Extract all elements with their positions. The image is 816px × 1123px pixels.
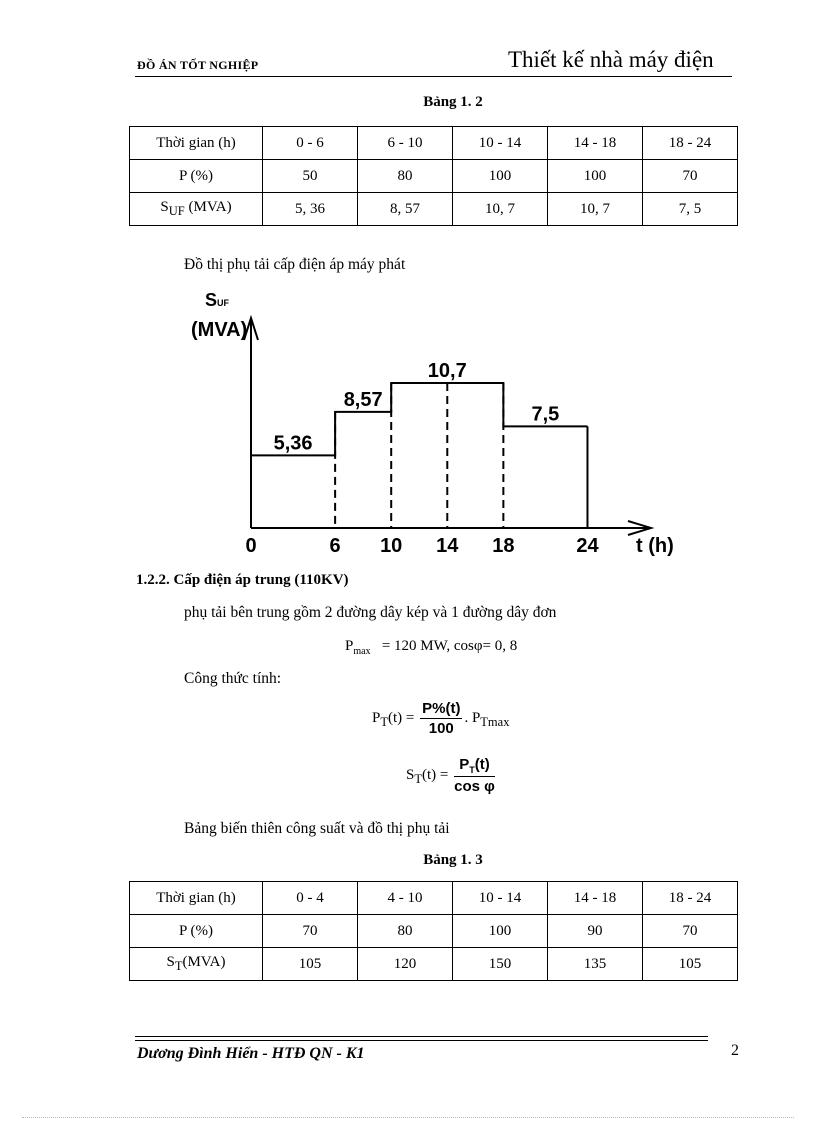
table-cell: 70 [643, 915, 738, 948]
st-denominator: cos φ [454, 778, 495, 795]
bar-value-label: 10,7 [427, 360, 467, 383]
pt-numerator: P%(t) [422, 700, 461, 717]
pmax-value: = 120 MW, cosφ= 0, 8 [381, 638, 518, 654]
table-cell: 100 [453, 915, 548, 948]
bar-value-label: 7,5 [531, 403, 560, 426]
table-cell: 135 [548, 948, 643, 981]
table-cell: 80 [358, 160, 453, 193]
header-title-left: ĐỒ ÁN TỐT NGHIỆP [137, 58, 259, 72]
chart-intro: Đồ thị phụ tải cấp điện áp máy phát [184, 256, 406, 273]
table-cell: 10, 7 [548, 193, 643, 226]
table2-caption: Bảng 1. 3 [423, 852, 483, 868]
table-cell: Thời gian (h) [130, 127, 263, 160]
table-row [130, 882, 738, 915]
x-tick-label: 18 [492, 535, 515, 557]
table-cell: 5, 36 [263, 193, 358, 226]
pt-subscript: T [380, 714, 388, 729]
st-fraction [454, 756, 495, 795]
st-num-rest: (t) [474, 756, 490, 773]
st-num-subscript: T [469, 765, 475, 775]
page-edge [22, 1117, 794, 1118]
footer-divider [135, 1036, 708, 1037]
pmax-symbol: P [345, 638, 354, 654]
table-cell: 70 [263, 915, 358, 948]
st-num-symbol: P [459, 756, 470, 773]
st-lhs: (t) = [421, 766, 449, 783]
formula-st [406, 756, 497, 795]
table-cell: 18 - 24 [643, 127, 738, 160]
footer-divider-2 [135, 1040, 708, 1041]
table-cell: 50 [263, 160, 358, 193]
table-cell: 105 [263, 948, 358, 981]
table2-intro: Bảng biến thiên công suất và đồ thị phụ tải [184, 820, 450, 837]
table-cell: 120 [358, 948, 453, 981]
s-subscript: T [174, 959, 183, 973]
table-cell: 70 [643, 160, 738, 193]
pt-fraction [420, 700, 462, 737]
table-cell: 10, 7 [453, 193, 548, 226]
s-unit: (MVA) [184, 199, 232, 215]
pmax-formula [345, 638, 517, 657]
bar-value-label: 8,57 [343, 388, 383, 411]
formula-pt [372, 700, 509, 737]
pt-rhs-subscript: Tmax [480, 714, 510, 729]
s-symbol: S [166, 954, 175, 970]
x-tick-label: 24 [576, 535, 599, 557]
header-title-right: Thiết kế nhà máy điện [508, 47, 714, 72]
table-cell: 90 [548, 915, 643, 948]
st-symbol: S [406, 766, 415, 783]
pt-lhs: (t) = [387, 709, 415, 726]
table-cell: 4 - 10 [358, 882, 453, 915]
table-cell: 150 [453, 948, 548, 981]
table-cell: 6 - 10 [358, 127, 453, 160]
table-cell: 14 - 18 [548, 882, 643, 915]
table-cell: P (%) [130, 160, 263, 193]
section-heading: 1.2.2. Cấp điện áp trung (110KV) [136, 572, 349, 588]
bar-value-label: 5,36 [273, 432, 313, 455]
x-tick-label: 6 [329, 535, 341, 557]
table-cell: 10 - 14 [453, 127, 548, 160]
table-cell: 105 [643, 948, 738, 981]
table-cell: Thời gian (h) [130, 882, 263, 915]
formula-label: Công thức tính: [184, 670, 282, 687]
table1-caption: Bảng 1. 2 [423, 94, 483, 110]
table-cell: P (%) [130, 915, 263, 948]
pt-symbol: P [372, 709, 381, 726]
table-cell: 10 - 14 [453, 882, 548, 915]
section-description: phụ tải bên trung gồm 2 đường dây kép và 1 đường dây đơn [184, 604, 557, 621]
table-cell [130, 948, 263, 981]
y-axis-unit: (MVA) [191, 319, 248, 341]
table-cell: 8, 57 [358, 193, 453, 226]
table-row [130, 948, 738, 981]
table-cell: 14 - 18 [548, 127, 643, 160]
table-cell: 7, 5 [643, 193, 738, 226]
table-cell: 100 [453, 160, 548, 193]
x-tick-label: 14 [436, 535, 459, 557]
pmax-subscript: max [353, 646, 371, 657]
pt-rhs: . P [464, 709, 481, 726]
table-cell: 0 - 6 [263, 127, 358, 160]
table2 [129, 881, 738, 981]
footer-author: Dương Đình Hiển - HTĐ QN - K1 [137, 1045, 365, 1062]
pt-denominator: 100 [428, 720, 454, 737]
page-number: 2 [731, 1042, 739, 1059]
x-axis-label: t (h) [636, 535, 674, 557]
y-axis-label: SUF [205, 290, 230, 310]
table-cell: 80 [358, 915, 453, 948]
x-tick-label: 0 [245, 535, 257, 557]
st-numerator [454, 756, 495, 777]
table-cell: 100 [548, 160, 643, 193]
s-symbol: S [160, 199, 169, 215]
st-subscript: T [414, 771, 422, 786]
s-unit: (MVA) [182, 954, 226, 970]
table-cell: 18 - 24 [643, 882, 738, 915]
table-cell: 0 - 4 [263, 882, 358, 915]
table-row [130, 915, 738, 948]
s-subscript: UF [168, 204, 185, 218]
x-tick-label: 10 [380, 535, 403, 557]
